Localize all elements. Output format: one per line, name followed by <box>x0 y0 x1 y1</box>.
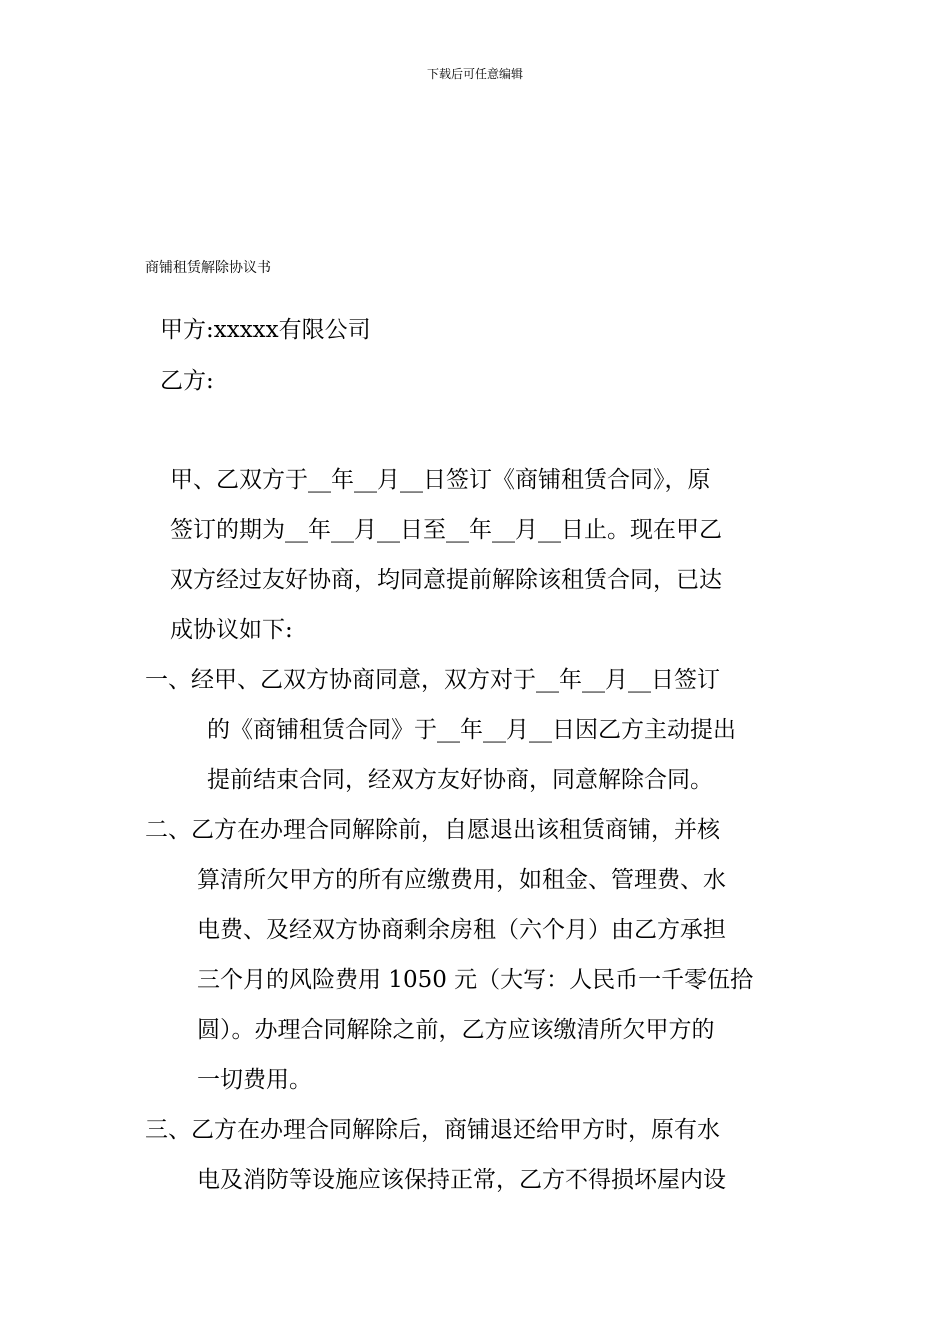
intro-line: 签订的期为__年__月__日至__年__月__日止。现在甲乙 <box>170 517 722 543</box>
clause-2-line: 电费、及经双方协商剩余房租（六个月）由乙方承担 <box>197 917 726 943</box>
document-title: 商铺租赁解除协议书 <box>145 260 271 276</box>
intro-line: 双方经过友好协商，均同意提前解除该租赁合同，已达 <box>170 567 722 593</box>
clause-1-line: 提前结束合同，经双方友好协商，同意解除合同。 <box>207 767 713 793</box>
intro-paragraph <box>170 455 722 655</box>
clause-2-line: 算清所欠甲方的所有应缴费用，如租金、管理费、水 <box>197 867 726 893</box>
clause-1-line: 一、经甲、乙双方协商同意，双方对于__年__月__日签订 <box>145 667 720 693</box>
clause-2-line: 圆）。办理合同解除之前，乙方应该缴清所欠甲方的 <box>197 1017 715 1043</box>
clause-2-line: 二、乙方在办理合同解除前，自愿退出该租赁商铺，并核 <box>145 817 720 843</box>
clause-2-line: 三个月的风险费用 1050 元（大写：人民币一千零伍拾 <box>197 967 754 993</box>
clause-2-line: 一切费用。 <box>197 1067 312 1093</box>
party-b: 乙方: <box>160 368 214 394</box>
header-note: 下载后可任意编辑 <box>426 67 523 81</box>
intro-line: 成协议如下: <box>170 617 293 643</box>
clause-3-line: 三、乙方在办理合同解除后，商铺退还给甲方时，原有水 <box>145 1117 720 1143</box>
clause-1 <box>145 655 736 805</box>
clause-3-line: 电及消防等设施应该保持正常，乙方不得损坏屋内设 <box>197 1167 726 1193</box>
party-a: 甲方:xxxxx有限公司 <box>160 317 371 343</box>
clause-1-line: 的《商铺租赁合同》于__年__月__日因乙方主动提出 <box>207 717 736 743</box>
intro-line: 甲、乙双方于__年__月__日签订《商铺租赁合同》，原 <box>170 467 711 493</box>
clause-2 <box>145 805 753 1105</box>
clause-3 <box>145 1105 726 1205</box>
